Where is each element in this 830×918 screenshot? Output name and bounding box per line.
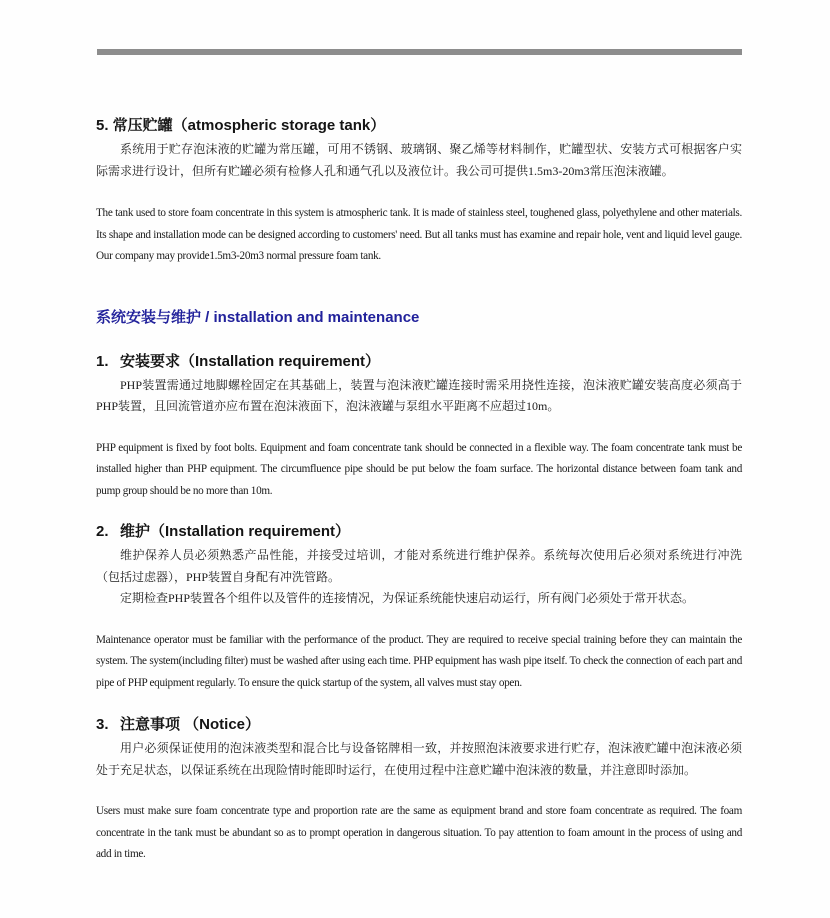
item-2-title: 维护（Installation requirement） bbox=[120, 523, 351, 540]
tank-en-paragraph: The tank used to store foam concentrate in this system is atmospheric tank. It is made of stainless steel, toughened glass, polyethylene and other materials. Its shape and installation mode can be designed according to customers' need. But all tanks must has examine and repair hole, vent and liquid level gauge. Our company may provide1.5m3-20m3 normal pressure foam tank. bbox=[96, 207, 742, 262]
item-2-zh-paragraph-1: 维护保养人员必须熟悉产品性能，并接受过培训，才能对系统进行维护保养。系统每次使用后必须对系统进行冲洗（包括过虑器），PHP装置自身配有冲洗管路。 bbox=[96, 548, 742, 584]
page-content bbox=[96, 0, 742, 866]
item-3-title: 注意事项 （Notice） bbox=[120, 716, 261, 733]
item-2-heading bbox=[96, 522, 742, 541]
install-maintenance-section-heading: 系统安装与维护 / installation and maintenance bbox=[96, 308, 420, 326]
item-3-en-paragraph: Users must make sure foam concentrate type and proportion rate are the same as equipment brand and store foam concentrate as required. The foam concentrate in the tank must be abundant so as to prompt operation in dangerous situation. To pay attention to foam amount in the process of using and add in time. bbox=[96, 805, 742, 860]
item-1-en-paragraph: PHP equipment is fixed by foot bolts. Equipment and foam concentrate tank should be connected in a flexible way. The foam concentrate tank must be installed higher than PHP equipment. The circumfluence pipe should be put below the foam surface. The horizontal distance between foam tank and pump group should be no more than 10m. bbox=[96, 441, 742, 497]
item-2-zh-paragraph-2: 定期检查PHP装置各个组件以及管件的连接情况，为保证系统能快速启动运行，所有阀门必须处于常开状态。 bbox=[120, 591, 695, 605]
item-3-zh-paragraph: 用户必须保证使用的泡沫液类型和混合比与设备铭牌相一致，并按照泡沫液要求进行贮存，泡沫液贮罐中泡沫液必须处于充足状态，以保证系统在出现险情时能即时运行，在使用过程中注意贮罐中泡沫液的数量，并注意即时添加。 bbox=[96, 741, 742, 777]
item-notice bbox=[96, 715, 742, 866]
item-2-en-paragraph: Maintenance operator must be familiar with the performance of the product. They are required to receive special training before they can maintain the system. The system(including filter) must be washed after using each time. PHP equipment has wash pipe itself. To check the connection of each part and pipe of PHP equipment regularly. To ensure the quick startup of the system, all valves must stay open. bbox=[96, 633, 742, 689]
item-1-number: 1. bbox=[96, 352, 109, 370]
tank-zh-paragraph: 系统用于贮存泡沫液的贮罐为常压罐，可用不锈钢、玻璃钢、聚乙烯等材料制作，贮罐型状、安装方式可根据客户实际需求进行设计，但所有贮罐必须有检修人孔和通气孔以及液位计。我公司可提供1.5m3-20m3常压泡沫液罐。 bbox=[96, 142, 742, 178]
item-maintenance bbox=[96, 522, 742, 694]
item-1-zh-paragraph: PHP装置需通过地脚螺栓固定在其基础上，装置与泡沫液贮罐连接时需采用挠性连接，泡沫液贮罐安装高度必须高于PHP装置，且回流管道亦应布置在泡沫液面下，泡沫液罐与泵组水平距离不应超过10m。 bbox=[96, 377, 742, 413]
item-1-heading bbox=[96, 352, 742, 371]
item-1-title: 安装要求（Installation requirement） bbox=[120, 352, 381, 370]
item-3-number: 3. bbox=[96, 716, 109, 733]
item-installation-requirement bbox=[96, 352, 742, 503]
item-2-number: 2. bbox=[96, 523, 109, 540]
tank-section-heading: 5. 常压贮罐（atmospheric storage tank） bbox=[96, 117, 386, 134]
item-3-heading bbox=[96, 715, 742, 734]
